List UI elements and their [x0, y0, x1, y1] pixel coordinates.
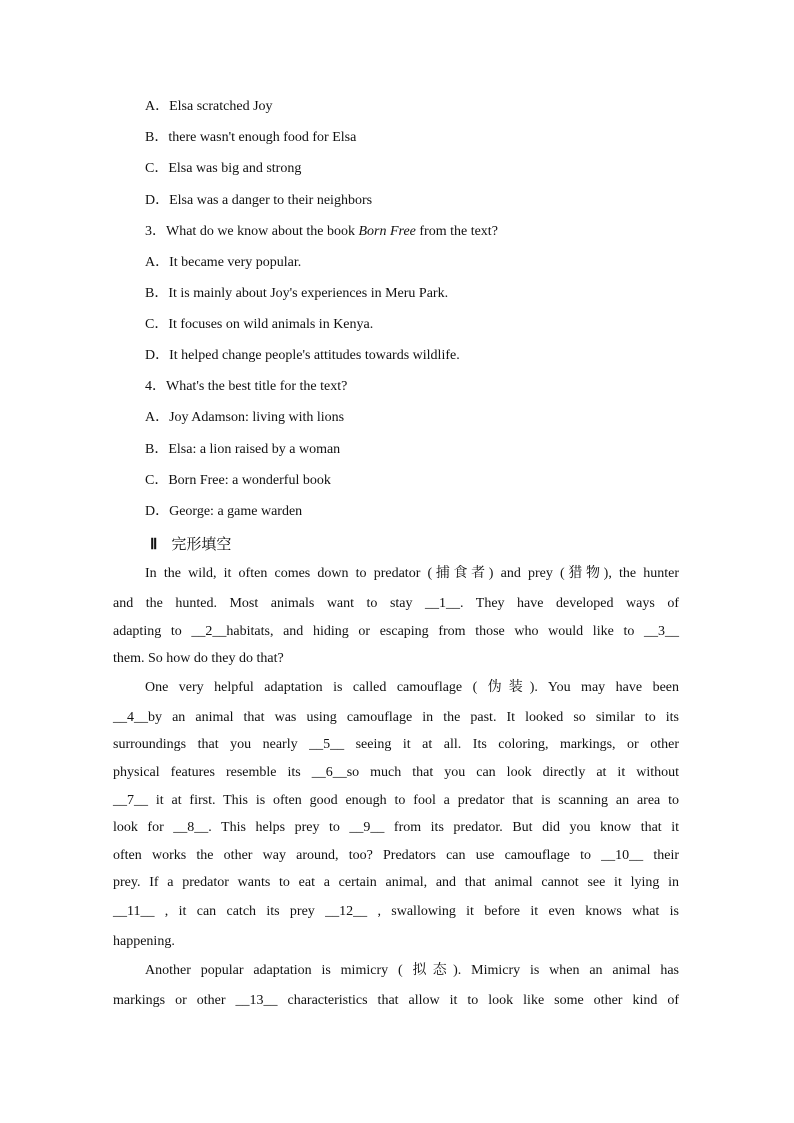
passage-line: often works the other way around, too? Predators can use camouflage to __10__ their: [113, 848, 679, 863]
option-a: A．Elsa scratched Joy: [145, 99, 273, 114]
passage-line: surroundings that you nearly __5__ seeing it at all. Its coloring, markings, or other: [113, 737, 679, 752]
q4-option-a: A．Joy Adamson: living with lions: [145, 410, 345, 425]
option-b: B．there wasn't enough food for Elsa: [145, 130, 357, 145]
q4-option-d: D．George: a game warden: [145, 504, 303, 519]
option-d: D．Elsa was a danger to their neighbors: [145, 193, 373, 208]
q3-option-b: B．It is mainly about Joy's experiences in Meru Park.: [145, 286, 449, 301]
section-heading: [150, 533, 231, 554]
passage-line: happening.: [113, 934, 175, 949]
passage-line: __11__ , it can catch its prey __12__ , swallowing it before it even knows what is: [113, 904, 679, 919]
question-4: 4．What's the best title for the text?: [145, 379, 348, 394]
book-title: Born Free: [358, 224, 416, 239]
passage-line: them. So how do they do that?: [113, 651, 284, 666]
question-3-suffix: from the text?: [415, 224, 498, 239]
passage-line: and the hunted. Most animals want to stay __1__. They have developed ways of: [113, 596, 679, 611]
passage-line: look for __8__. This helps prey to __9__ from its predator. But did you know that it: [113, 820, 679, 835]
q3-option-d: D．It helped change people's attitudes towards wildlife.: [145, 348, 460, 363]
passage-line: In the wild, it often comes down to predator (捕食者) and prey (猎物), the hunter: [145, 566, 679, 581]
section-number: Ⅱ: [150, 537, 158, 553]
passage-line: physical features resemble its __6__so much that you can look directly at it without: [113, 765, 679, 780]
question-3-prefix: 3．What do we know about the book: [145, 224, 359, 239]
section-title: 完形填空: [171, 537, 232, 553]
passage-line: adapting to __2__habitats, and hiding or escaping from those who would like to __3__: [113, 624, 679, 639]
passage-line: prey. If a predator wants to eat a certain animal, and that animal cannot see it lying in: [113, 875, 679, 890]
question-3: [145, 223, 498, 241]
passage-line: One very helpful adaptation is called camouflage ( 伪装). You may have been: [145, 680, 679, 695]
q3-option-a: A．It became very popular.: [145, 255, 302, 270]
passage-line: __7__ it at first. This is often good enough to fool a predator that is scanning an area to: [113, 793, 679, 808]
passage-line: __4__by an animal that was using camouflage in the past. It looked so similar to its: [113, 710, 679, 725]
q4-option-b: B．Elsa: a lion raised by a woman: [145, 442, 341, 457]
option-c: C．Elsa was big and strong: [145, 161, 302, 176]
q4-option-c: C．Born Free: a wonderful book: [145, 473, 331, 488]
q3-option-c: C．It focuses on wild animals in Kenya.: [145, 317, 374, 332]
passage-line: Another popular adaptation is mimicry ( 拟态). Mimicry is when an animal has: [145, 963, 679, 978]
passage-line: markings or other __13__ characteristics that allow it to look like some other kind of: [113, 993, 679, 1008]
